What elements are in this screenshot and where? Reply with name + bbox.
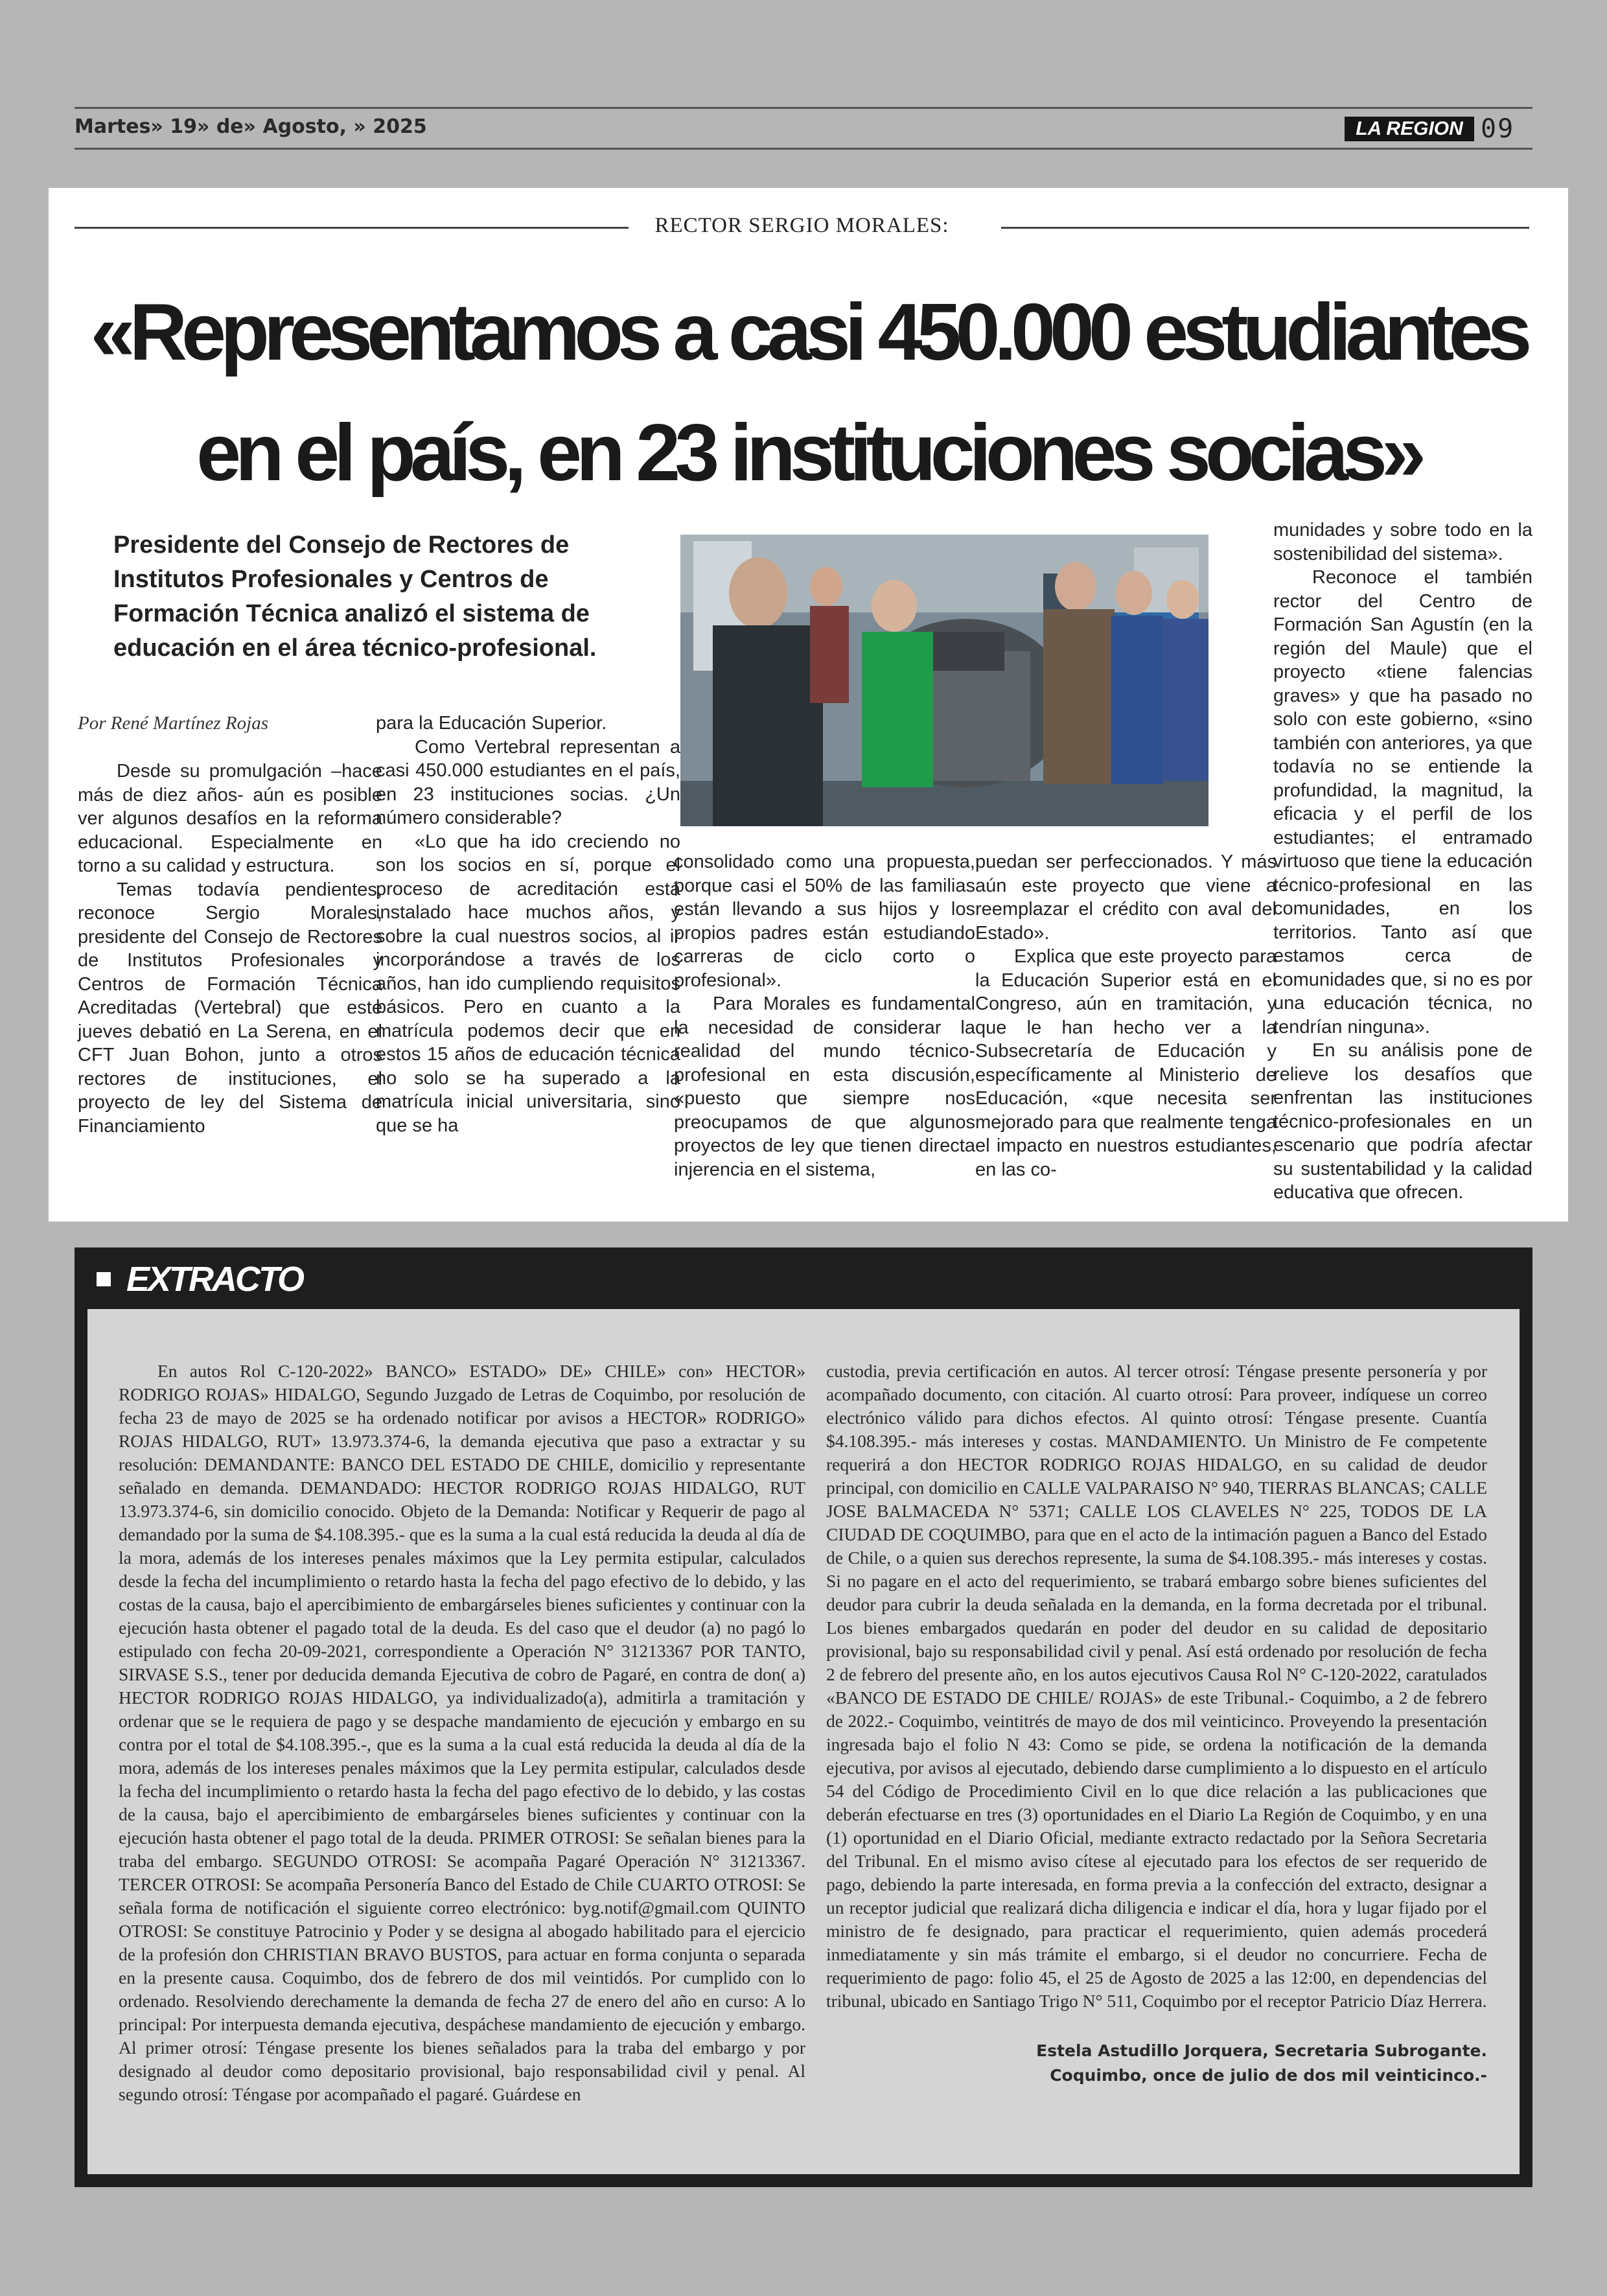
extracto-left-column [119,1360,805,2106]
article-kicker: RECTOR SERGIO MORALES: [654,214,949,237]
column-5-paragraph-3: En su análisis pone de relieve los desafíos que enfrentan las instituciones técnico-profesionales en un escenario que podría afectar su sustentabilidad y la calidad educativa que ofrecen. [1273,1040,1532,1203]
header-top-rule [75,107,1532,109]
kicker-row [75,214,1529,240]
header-bottom-rule [75,148,1532,150]
extracto-body [87,1309,1520,2174]
column-3-paragraph-1: consolidado como una propuesta, porque casi el 50% de las familias están llevando a sus hijos y los propios padres están estudiando carreras de ciclo corto o profesional». [674,852,975,991]
column-2-paragraph-1: para la Educación Superior. [376,713,607,734]
headline-line-1: «Representamos a casi 450.000 estudiantes [90,288,1527,377]
header-date: Martes» 19» de» Agosto, » 2025 [75,115,427,138]
extracto-right-column [826,1360,1487,2088]
article-card [49,188,1568,1222]
extracto-signature [826,2039,1487,2088]
column-5-paragraph-1: munidades y sobre todo en la sostenibilidad del sistema». [1273,520,1532,564]
column-2-paragraph-3: «Lo que ha ido creciendo no son los socios en sí, porque el proceso de acreditación está instalado hace muchos años, y sobre la cual nuestros socios, al ir incorporándose a través de los años, han ido cumpliendo requisitos básicos. Pero en cuanto a la matrícula podemos decir que en estos 15 años de educación técnica no solo se ha superado a la matrícula inicial universitaria, sino que se ha [376,831,680,1136]
article-column-3 [674,850,975,1181]
extracto-box [75,1247,1532,2187]
extracto-left-text: En autos Rol C-120-2022» BANCO» ESTADO» DE» CHILE» con» HECTOR» RODRIGO ROJAS» HIDALGO, Segundo Juzgado de Letras de Coquimbo, por resolución de fecha 23 de mayo de 2025 se ha ordenado notificar por avisos a HECTOR» RODRIGO» ROJAS HIDALGO, RUT» 13.973.374-6, la demanda ejecutiva que paso a extractar y su resolución: DEMANDANTE: BANCO DEL ESTADO DE CHILE, domicilio y representante señalado en demanda. DEMANDADO: HECTOR RODRIGO ROJAS HIDALGO, RUT 13.973.374-6, sin domicilio conocido. Objeto de la Demanda: Notificar y Requerir de pago al demandado por la suma de $4.108.395.- que es la suma a la cual está reducida la deuda al día de la mora, además de los intereses penales máximos que la Ley permita estipular, calculados desde la fecha del incumplimiento o retardo hasta la fecha del pago efectivo de lo debido, y las costas de la causa, bajo el apercibimiento de embargárseles bienes suficientes y continuar con la ejecución hasta obtener el pagado total de la deuda. Es del caso que el deudor (a) no pagó lo estipulado con fecha 20-09-2021, correspondiente a Operación N° 31213367 POR TANTO, SIRVASE S.S., tener por deducida demanda Ejecutiva de cobro de Pagaré, en contra de don( a) HECTOR RODRIGO ROJAS HIDALGO, ya individualizado(a), admitirla a tramitación y ordenar que se le requiera de pago y se despache mandamiento de ejecución y embargo en su contra por el total de $4.108.395.-, que es la suma a la cual está reducida la deuda al día de la mora, además de los intereses penales máximos que la Ley permita estipular, calculados desde la fecha del incumplimiento o retardo hasta la fecha del pago efectivo de lo debido, y las costas de la causa, bajo el apercibimiento de embargárseles bienes suficientes y continuar con la ejecución hasta obtener el pago total de la deuda. PRIMER OTROSI: Se señalan bienes para la traba del embargo. SEGUNDO OTROSI: Se acompaña Pagaré Operación N° 31213367. TERCER OTROSI: Se acompaña Personería Banco del Estado de Chile CUARTO OTROSI: Se señala forma de notificación el siguiente correo electrónico: byg.notif@gmail.com QUINTO OTROSI: Se constituye Patrocinio y Poder y se designa al abogado habilitado para el ejercicio de la profesión don CHRISTIAN BRAVO BUSTOS, para actuar en forma conjunta o separada en la presente causa. Coquimbo, dos de febrero de dos mil veintidós. Por cumplido con lo ordenado. Resolviendo derechamente la demanda de fecha 27 de enero del año en curso: A lo principal: Por interpuesta demanda ejecutiva, despáchese mandamiento de ejecución y embargo. Al primer otrosí: Téngase presente los bienes señalados para la traba del embargo y por designado al deudor como depositario provisional, bajo responsabilidad civil y penal. Al segundo otrosí: Téngase por acompañado el pagaré. Guárdese en [119,1361,805,2104]
header-page-number: 09 [1481,114,1515,144]
article-column-1 [78,760,382,1138]
extracto-right-text: custodia, previa certificación en autos. Al tercer otrosí: Téngase presente personería y por acompañado documento, con citación. Al cuarto otrosí: Para proveer, indíquese un correo electrónico válido para dichos efectos. Al quinto otrosí: Téngase presente. Cuantía $4.108.395.- más intereses y costas. MANDAMIENTO. Un Ministro de Fe competente requerirá a don HECTOR RODRIGO ROJAS HIDALGO, en su calidad de deudor principal, con domicilio en CALLE VALPARAISO N° 940, TIERRAS BLANCAS; CALLE JOSE BALMACEDA N° 5371; CALLE LOS CLAVELES N° 225, TODOS DE LA CIUDAD DE COQUIMBO, para que en el acto de la intimación paguen a Banco del Estado de Chile, o a quien sus derechos represente, la suma de $4.108.395.- más intereses y costas. Si no pagare en el acto del requerimiento, se trabará embargo sobre bienes suficientes del deudor para cubrir la deuda señalada en la demanda, en la forma decretada por el tribunal. Los bienes embargados quedarán en poder del deudor en su calidad de depositario provisional, bajo su responsabilidad civil y penal. Así está ordenado por resolución de fecha 2 de febrero del presente año, en los autos ejecutivos Causa Rol N° C-120-2022, caratulados «BANCO DE ESTADO DE CHILE/ ROJAS» de este Tribunal.- Coquimbo, a 2 de febrero de 2022.- Coquimbo, veintitrés de mayo de dos mil veinticinco. Proveyendo la presentación ingresada bajo el folio N 43: Como se pide, se ordena la notificación de la demanda ejecutiva, por avisos al ejecutado, debiendo darse cumplimiento a lo dispuesto en el artículo 54 del Código de Procedimiento Civil en lo que dice relación a las publicaciones que deberán efectuarse en tres (3) oportunidades en el Diario La Región de Coquimbo, y en una (1) oportunidad en el Diario Oficial, mediante extracto redactado por la Señora Secretaria del Tribunal. En el mismo aviso cítese al ejecutado para los efectos de ser requerido de pago, debiendo la parte interesada, en forma previa a la confección del extracto, designar a un receptor judicial que realizará dicha diligencia e indicar el día, hora y lugar fijado por el ministro de fe designado, para practicar el requerimiento, quien además procederá inmediatamente y sin más trámite el embargo, si el deudor no concurriere. Fecha de requerimiento de pago: folio 45, el 25 de Agosto de 2025 a las 12:00, en dependencias del tribunal, ubicado en Santiago Trigo N° 511, Coquimbo por el receptor Patricio Díaz Herrera. [826,1361,1487,2011]
header-brand-logo: LA REGION [1345,117,1474,141]
signature-line-1: Estela Astudillo Jorquera, Secretaria Subrogante. [1036,2041,1487,2060]
article-byline: Por René Martínez Rojas [78,713,268,734]
extracto-square-icon [97,1272,111,1286]
article-column-4 [975,850,1277,1181]
photo-illustration [680,535,1208,826]
kicker-rule-right [1001,227,1529,229]
column-1-paragraph-1: Desde su promulgación –hace más de diez años- aún es posible ver algunos desafíos en la reforma educacional. Especialmente en torno a su calidad y estructura. [78,761,382,876]
column-5-paragraph-2: Reconoce el también rector del Centro de Formación San Agustín (en la región del Maule) que el proyecto «tiene falencias graves» y que ha pasado no solo con este gobierno, «sino también con anteriores, ya que todavía no se entiende la profundidad, la magnitud, la eficacia y el perfil de los estudiantes; el entramado virtuoso que tiene la educación técnico-profesional en las comunidades, en los territorios. Tanto así que estamos cerca de comunidades que, si no es por una educación técnica, no tendrían ninguna». [1273,567,1532,1038]
article-headline [68,272,1549,513]
article-deck: Presidente del Consejo de Rectores de Institutos Profesionales y Centros de Formación Técnica analizó el sistema de educación en el área técnico-profesional. [113,531,597,662]
article-photo [680,535,1208,826]
signature-line-2: Coquimbo, once de julio de dos mil veinticinco.- [1050,2066,1487,2085]
column-4-paragraph-1: puedan ser perfeccionados. Y más aún este proyecto que viene a reemplazar el crédito con aval del Estado». [975,852,1277,944]
article-column-2 [376,712,680,1137]
headline-line-2: en el país, en 23 instituciones socias» [196,408,1420,498]
column-2-paragraph-2: Como Vertebral representan a casi 450.000 estudiantes en el país, en 23 instituciones socias. ¿Un número considerable? [376,736,680,828]
column-3-paragraph-2: Para Morales es fundamental la necesidad de considerar la realidad del mundo técnico-profesional en esta discusión, «puesto que siempre nos preocupamos de que algunos proyectos de ley que tienen directa injerencia en el sistema, [674,993,975,1180]
extracto-title: EXTRACTO [126,1260,303,1299]
column-1-paragraph-2: Temas todavía pendientes, reconoce Sergio Morales, presidente del Consejo de Rectores de Institutos Profesionales y Centros de Formación Técnica Acreditadas (Vertebral) que este jueves debatió en La Serena, en el CFT Juan Bohon, junto a otros rectores de instituciones, el proyecto de ley del Sistema de Financiamiento [78,879,382,1137]
column-4-paragraph-2: Explica que este proyecto para la Educación Superior está en el Congreso, aún en tramitación, y que le han hecho ver a la Subsecretaría de Educación y específicamente al Ministerio de Educación, «que necesita ser mejorado para que realmente tenga el impacto en nuestros estudiantes, en las co- [975,946,1277,1180]
article-column-5 [1273,518,1532,1205]
